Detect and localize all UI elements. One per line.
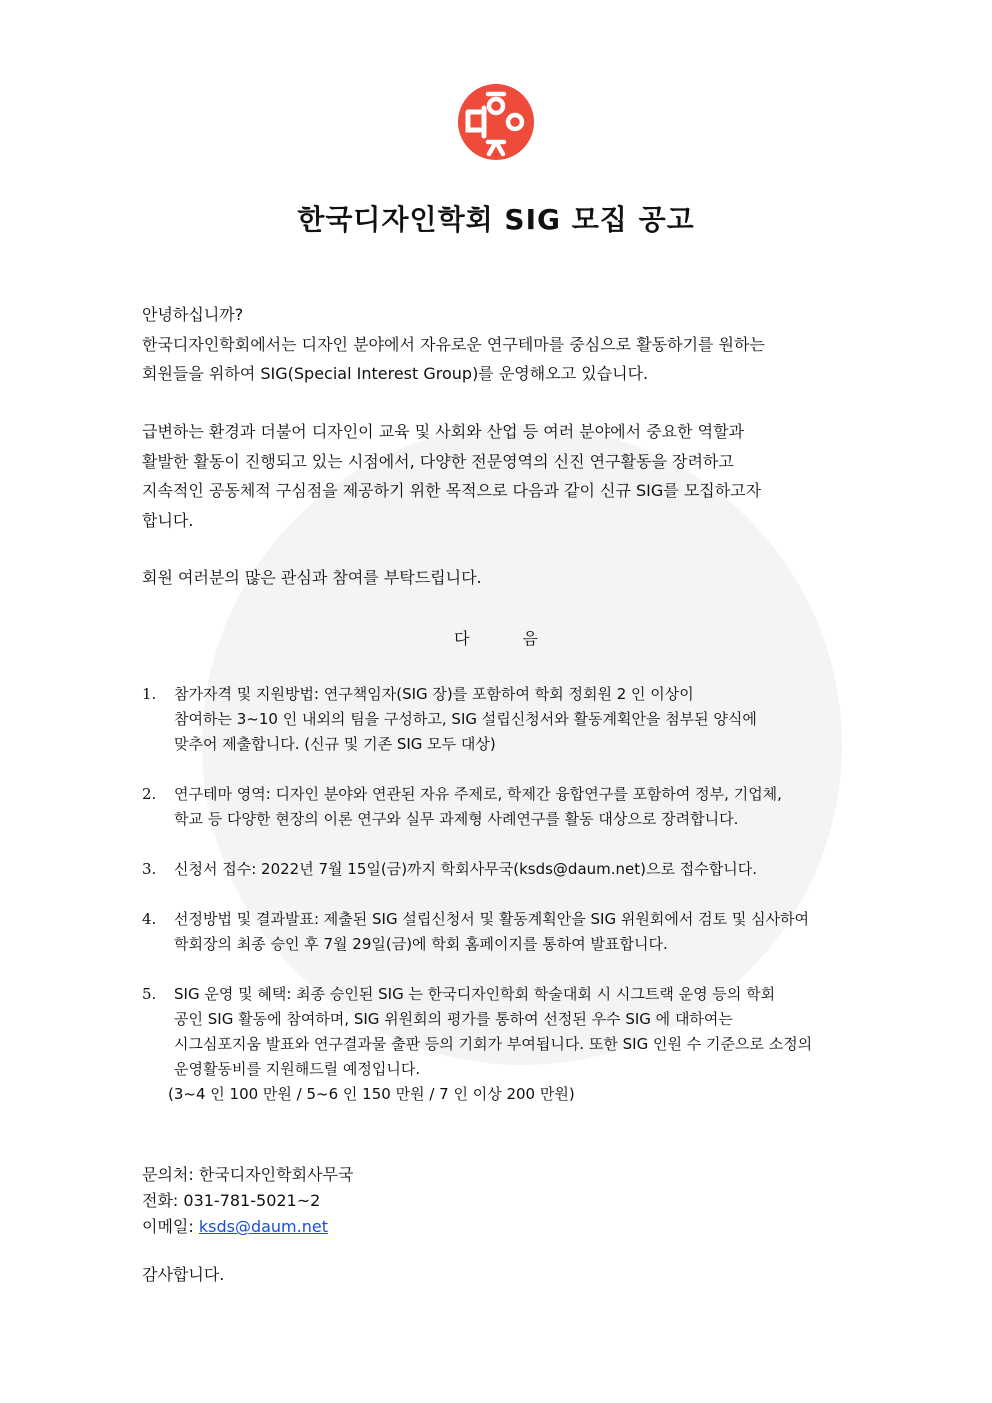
purpose-line: 활발한 활동이 진행되고 있는 시점에서, 다양한 전문영역의 신진 연구활동을 장려하고 <box>142 451 734 471</box>
item-line: 학교 등 다양한 현장의 이론 연구와 실무 과제형 사례연구를 활동 대상으로 장려합니다. <box>174 810 739 828</box>
item-2 <box>142 782 852 832</box>
page-title: 한국디자인학회 SIG 모집 공고 <box>297 203 695 236</box>
purpose-line: 지속적인 공동체적 구심점을 제공하기 위한 목적으로 다음과 같이 신규 SIG를 모집하고자 <box>142 481 762 500</box>
contact-phone: 전화: 031-781-5021~2 <box>142 1191 321 1210</box>
item-line: 맞추어 제출합니다. (신규 및 기존 SIG 모두 대상) <box>174 735 496 753</box>
item-number: 2. <box>142 785 157 803</box>
item-line: SIG 운영 및 혜택: 최종 승인된 SIG 는 한국디자인학회 학술대회 시 시그트랙 운영 등의 학회 <box>174 985 776 1003</box>
purpose-paragraph <box>142 417 862 535</box>
society-logo <box>458 84 534 160</box>
item-4 <box>142 907 852 957</box>
item-line: 시그심포지움 발표와 연구결과물 출판 등의 기회가 부여됩니다. 또한 SIG 인원 수 기준으로 소정의 <box>174 1035 813 1053</box>
item-1 <box>142 682 852 757</box>
contact-email-link[interactable]: ksds@daum.net <box>198 1217 328 1236</box>
contact-office: 문의처: 한국디자인학회사무국 <box>142 1165 354 1184</box>
contact-email-row <box>142 1214 353 1240</box>
item-line: 운영활동비를 지원해드릴 예정입니다. <box>174 1060 421 1078</box>
item-note: (3~4 인 100 만원 / 5~6 인 150 만원 / 7 인 이상 200 만원) <box>168 1085 575 1103</box>
intro-line: 회원들을 위하여 SIG(Special Interest Group)를 운영해오고 있습니다. <box>142 364 649 383</box>
contact-block <box>142 1162 353 1240</box>
item-number: 1. <box>142 685 157 703</box>
request-paragraph <box>142 563 862 593</box>
intro-paragraph <box>142 300 862 389</box>
item-number: 4. <box>142 910 157 928</box>
item-line: 연구테마 영역: 디자인 분야와 연관된 자유 주제로, 학제간 융합연구를 포함하여 정부, 기업체, <box>174 785 782 803</box>
closing-text: 감사합니다. <box>142 1265 225 1284</box>
intro-line: 한국디자인학회에서는 디자인 분야에서 자유로운 연구테마를 중심으로 활동하기를 원하는 <box>142 334 765 354</box>
item-number: 3. <box>142 860 157 878</box>
intro-line: 안녕하십니까? <box>142 305 244 324</box>
item-line: 공인 SIG 활동에 참여하며, SIG 위원회의 평가를 통하여 선정된 우수 SIG 에 대하여는 <box>174 1010 733 1028</box>
contact-email-label: 이메일: <box>142 1217 199 1236</box>
item-3 <box>142 857 852 882</box>
section-heading <box>0 626 992 649</box>
item-line: 신청서 접수: 2022년 7월 15일(금)까지 학회사무국(ksds@daum.net)으로 접수합니다. <box>174 860 757 878</box>
heading-char: 음 <box>522 629 539 648</box>
item-line: 학회장의 최종 승인 후 7월 29일(금)에 학회 홈페이지를 통하여 발표합니다. <box>174 935 668 953</box>
item-number: 5. <box>142 985 157 1003</box>
purpose-line: 급변하는 환경과 더불어 디자인이 교육 및 사회와 산업 등 여러 분야에서 중요한 역할과 <box>142 422 744 441</box>
item-5 <box>142 982 852 1107</box>
purpose-line: 합니다. <box>142 510 194 530</box>
item-line: 참가자격 및 지원방법: 연구책임자(SIG 장)를 포함하여 학회 정회원 2 인 이상이 <box>174 685 694 703</box>
request-line: 회원 여러분의 많은 관심과 참여를 부탁드립니다. <box>142 568 482 587</box>
item-line: 선정방법 및 결과발표: 제출된 SIG 설립신청서 및 활동계획안을 SIG 위원회에서 검토 및 심사하여 <box>174 910 810 928</box>
item-line: 참여하는 3~10 인 내외의 팀을 구성하고, SIG 설립신청서와 활동계획안을 첨부된 양식에 <box>174 710 757 728</box>
heading-char: 다 <box>453 629 470 648</box>
